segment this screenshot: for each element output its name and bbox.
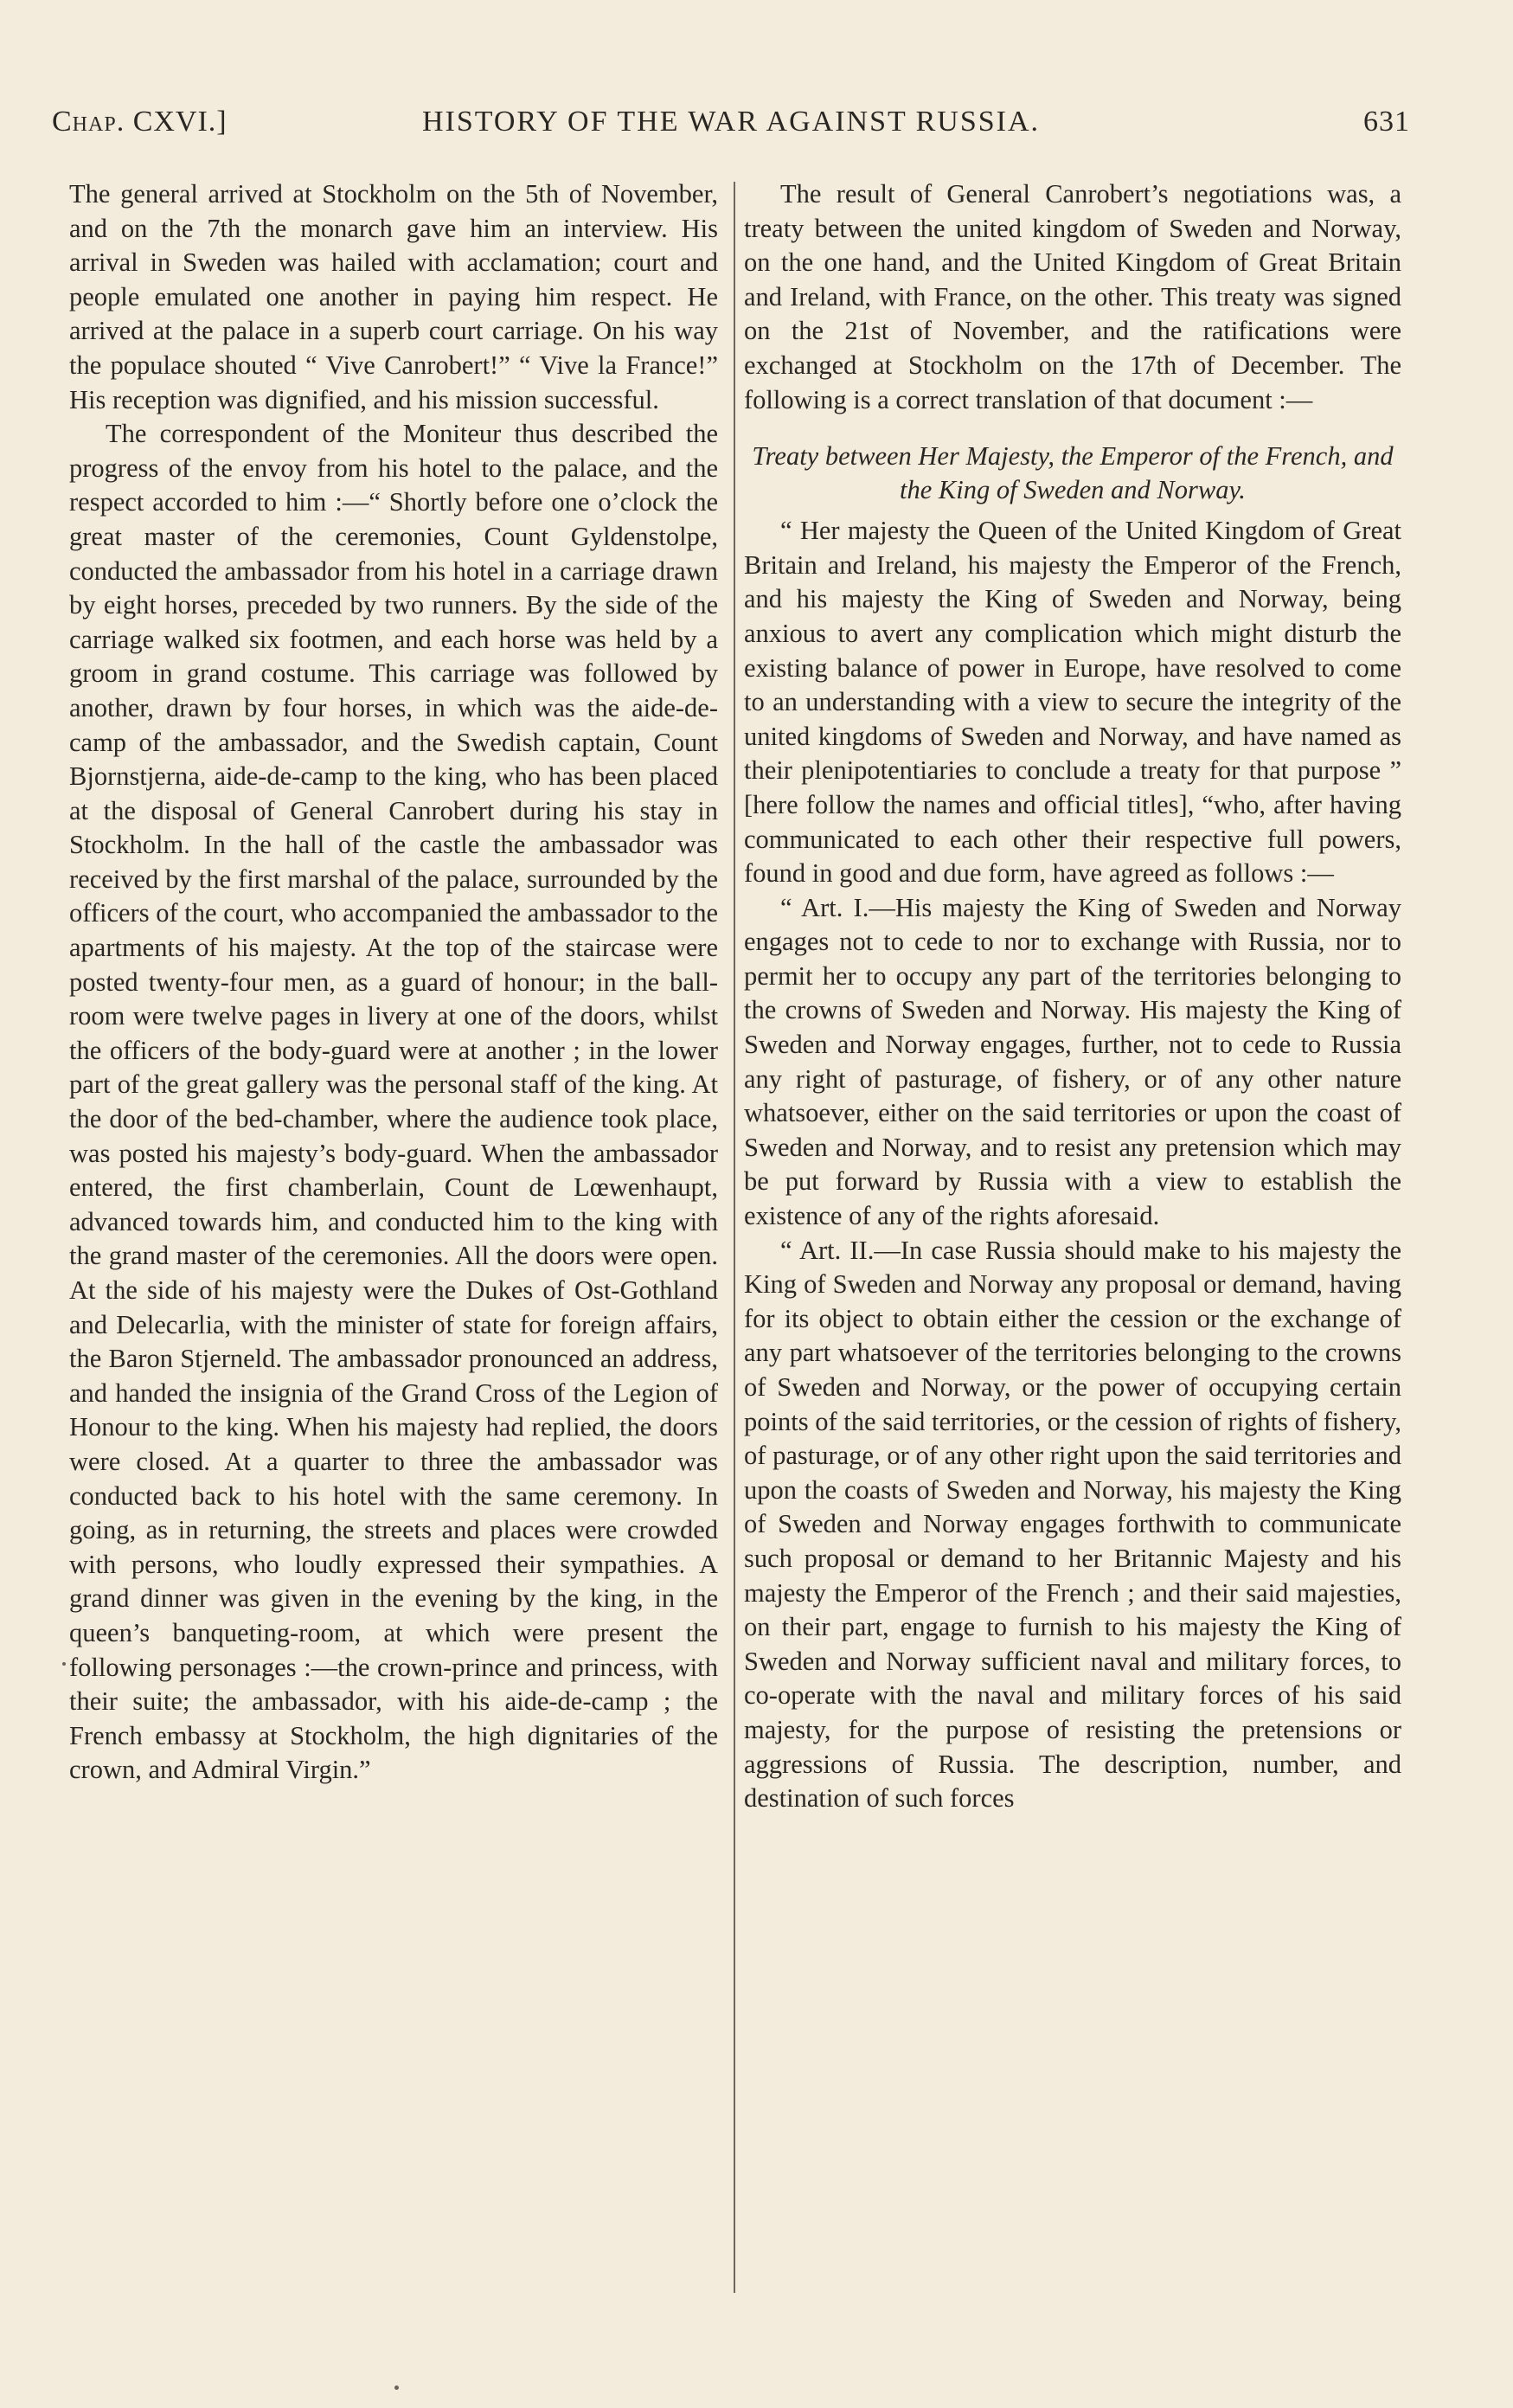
paragraph-arrival: The general arrived at Stockholm on the 5th of November, and on the 7th the monarch gave him an interview. His arrival in Sweden was hailed with acclamation; court and people emulated one another in paying him respect. He arrived at the palace in a superb court carriage. On his way the populace shouted “ Vive Canrobert!” “ Vive la France!” His reception was dignified, and his mission successful. <box>69 179 718 414</box>
column-divider <box>734 182 735 2293</box>
ink-speck <box>62 1662 66 1666</box>
paragraph-article-two: “ Art. II.—In case Russia should make to his majesty the King of Sweden and Norway any proposal or demand, having for its object to obtain either the cession or the exchange of any part whatsoever of the territories belonging to the crowns of Sweden and Norway, or the power of occupying certain points of the said territories, or the cession of rights of fishery, of pasturage, or of any other right upon the said territories and upon the coasts of Sweden and Norway, his majesty the King of Sweden and Norway engages forthwith to communicate such proposal or demand to her Britannic Majesty and his majesty the Emperor of the French ; and their said majesties, on their part, engage to furnish to his majesty the King of Sweden and Norway sufficient naval and military forces, to co-operate with the naval and military forces of his said majesty, for the purpose of resisting the pretensions or aggressions of Russia. The description, number, and destination of such forces <box>744 1235 1401 1814</box>
right-column <box>744 177 1401 1816</box>
page-number: 631 <box>1363 106 1410 138</box>
left-column <box>69 177 718 1788</box>
treaty-heading: Treaty between Her Majesty, the Emperor of the French, and the King of Sweden and Norway. <box>752 441 1394 505</box>
page-title: HISTORY OF THE WAR AGAINST RUSSIA. <box>421 106 1041 138</box>
chapter-label: Chap. CXVI.] <box>52 106 228 138</box>
paragraph-article-one: “ Art. I.—His majesty the King of Sweden and Norway engages not to cede to nor to exchange with Russia, nor to permit her to occupy any part of the territories belonging to the crowns of Sweden and Norway. His majesty the King of Sweden and Norway engages, further, not to cede to Russia any right of pasturage, of fishery, or of any other nature whatsoever, either on the said territories or upon the coast of Sweden and Norway, and to resist any pretension which may be put forward by Russia with a view to establish the existence of any of the rights aforesaid. <box>744 892 1401 1231</box>
paragraph-treaty-result: The result of General Canrobert’s negotiations was, a treaty between the united kingdom of Sweden and Norway, on the one hand, and the United Kingdom of Great Britain and Ireland, with France, on the other. This treaty was signed on the 21st of November, and the ratifications were exchanged at Stockholm on the 17th of December. The following is a correct translation of that document :— <box>744 179 1401 414</box>
ink-speck <box>394 2386 399 2390</box>
paragraph-treaty-preamble: “ Her majesty the Queen of the United Kingdom of Great Britain and Ireland, his majesty the Emperor of the French, and his majesty the King of Sweden and Norway, being anxious to avert any complication which might disturb the existing balance of power in Europe, have resolved to come to an understanding with a view to secure the integrity of the united kingdoms of Sweden and Norway, and have named as their plenipotentiaries to conclude a treaty for that purpose ” [here follow the names and official titles], “who, after having communicated to each other their respective full powers, found in good and due form, have agreed as follows :— <box>744 516 1401 889</box>
running-head <box>52 106 1410 149</box>
paragraph-moniteur-account: The correspondent of the Moniteur thus described the progress of the envoy from his hotel to the palace, and the respect accorded to him :—“ Shortly before one o’clock the great master of the ceremonies, Count Gyldenstolpe, conducted the ambassador from his hotel in a carriage drawn by eight horses, preceded by two runners. By the side of the carriage walked six footmen, and each horse was held by a groom in grand costume. This carriage was followed by another, drawn by four horses, in which was the aide-de-camp of the ambassador, and the Swedish captain, Count Bjornstjerna, aide-de-camp to the king, who has been placed at the disposal of General Canrobert during his stay in Stockholm. In the hall of the castle the ambassador was received by the first marshal of the palace, surrounded by the officers of the court, who accompanied the ambassador to the apartments of his majesty. At the top of the staircase were posted twenty-four men, as a guard of honour; in the ball-room were twelve pages in livery at one of the doors, whilst the officers of the body-guard were at another ; in the lower part of the great gallery was the personal staff of the king. At the door of the bed-chamber, where the audience took place, was posted his majesty’s body-guard. When the ambassador entered, the first chamberlain, Count de Lœwenhaupt, advanced towards him, and conducted him to the king with the grand master of the ceremonies. All the doors were open. At the side of his majesty were the Dukes of Ost-Gothland and Delecarlia, with the minister of state for foreign affairs, the Baron Stjerneld. The ambassador pronounced an address, and handed the insignia of the Grand Cross of the Legion of Honour to the king. When his majesty had replied, the doors were closed. At a quarter to three the ambassador was conducted back to his hotel with the same ceremony. In going, as in returning, the streets and places were crowded with persons, who loudly expressed their sympathies. A grand dinner was given in the evening by the king, in the queen’s banqueting-room, at which were present the following personages :—the crown-prince and princess, with their suite; the ambassador, with his aide-de-camp ; the French embassy at Stockholm, the high dignitaries of the crown, and Admiral Virgin.” <box>69 419 718 1785</box>
